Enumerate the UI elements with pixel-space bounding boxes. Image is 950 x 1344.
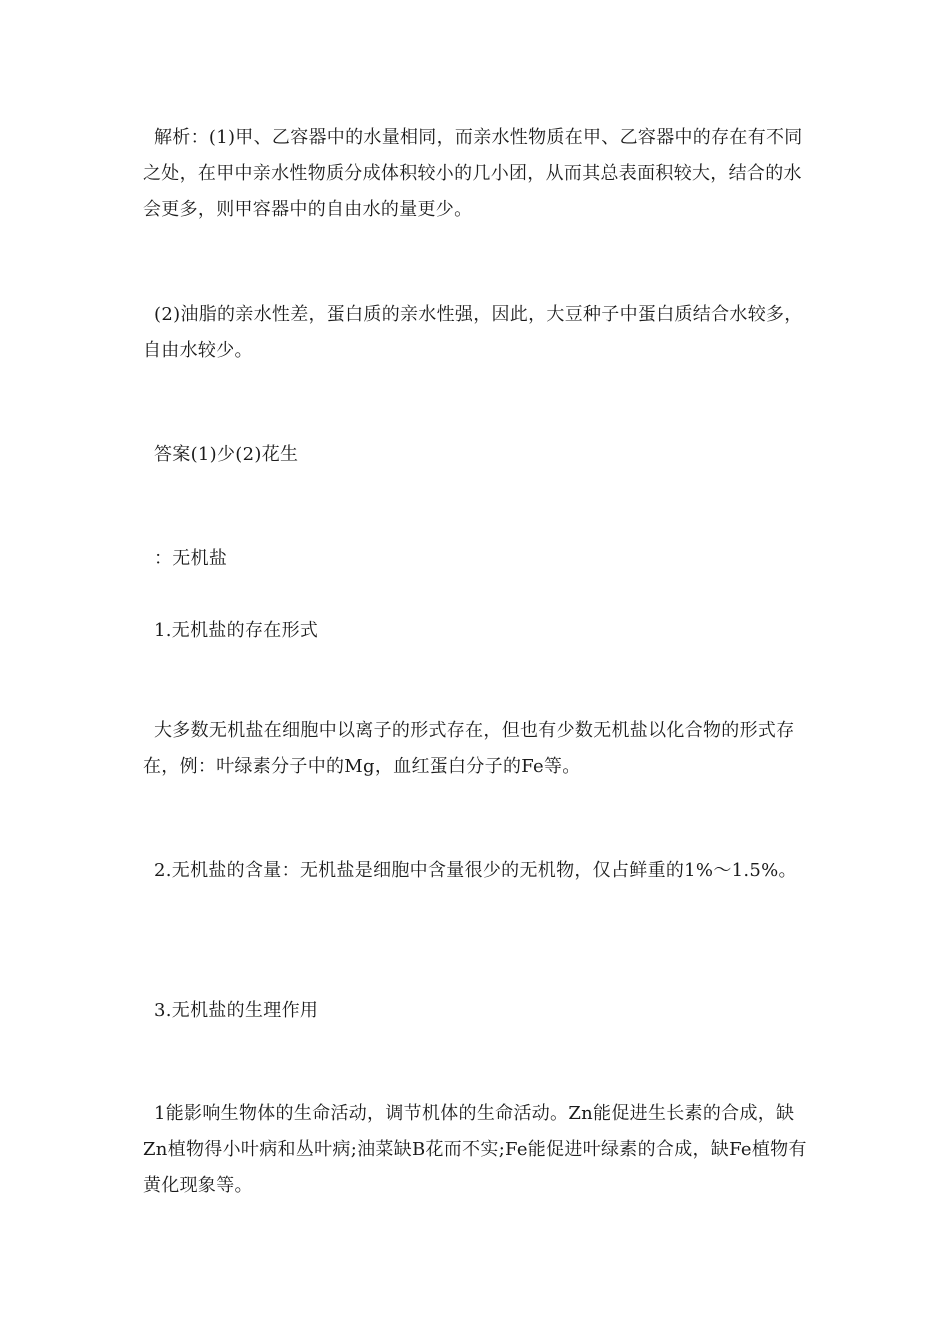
answer-line: 答案(1)少(2)花生 (154, 444, 299, 465)
existence-form-paragraph: 大多数无机盐在细胞中以离子的形式存在，但也有少数无机盐以化合物的形式存在，例：叶绿素分子中的Mg，血红蛋白分子的Fe等。 (143, 720, 795, 777)
subheading-existence-form: 1.无机盐的存在形式 (154, 620, 319, 641)
content-paragraph: 2.无机盐的含量：无机盐是细胞中含量很少的无机物，仅占鲜重的1%～1.5%。 (154, 860, 797, 881)
analysis-paragraph: 解析：(1)甲、乙容器中的水量相同，而亲水性物质在甲、乙容器中的存在有不同之处，在甲中亲水性物质分成体积较小的几小团，从而其总表面积较大，结合的水会更多，则甲容器中的自由水的量更少。 (143, 127, 803, 220)
analysis-paragraph-2: (2)油脂的亲水性差，蛋白质的亲水性强，因此，大豆种子中蛋白质结合水较多，自由水较少。 (143, 304, 803, 361)
subheading-physiological-role: 3.无机盐的生理作用 (154, 1000, 319, 1021)
physiological-role-paragraph: 1能影响生物体的生命活动，调节机体的生命活动。Zn能促进生长素的合成，缺Zn植物得小叶病和丛叶病;油菜缺B花而不实;Fe能促进叶绿素的合成，缺Fe植物有黄化现象等。 (143, 1103, 807, 1196)
section-heading: ：无机盐 (154, 548, 228, 569)
